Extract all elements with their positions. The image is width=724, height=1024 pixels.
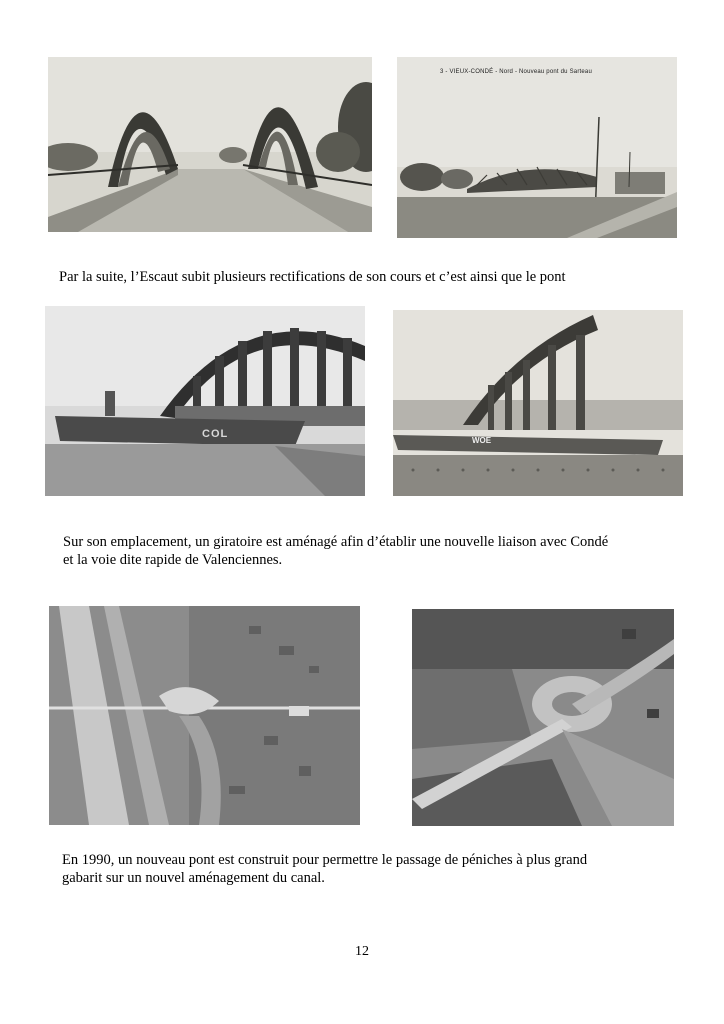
paragraph-2 (63, 533, 608, 569)
paragraph-2-line-2: et la voie dite rapide de Valenciennes. (63, 552, 283, 568)
paragraph-3-line-1: En 1990, un nouveau pont est construit pour permettre le passage de péniches à plus grand (62, 852, 588, 868)
barge-mark-right: WOE (472, 436, 492, 445)
photo-arch-bridge-road (48, 57, 372, 232)
paragraph-1-text: Par la suite, l’Escaut subit plusieurs rectifications de son cours et c’est ainsi que le pont (59, 269, 566, 285)
photo-barge-under-arch-right (393, 310, 683, 496)
paragraph-3 (62, 851, 587, 887)
paragraph-3-line-2: gabarit sur un nouvel aménagement du canal. (62, 870, 325, 886)
postcard-caption: 3 - VIEUX-CONDÉ - Nord - Nouveau pont du Sarteau (440, 69, 592, 75)
paragraph-1 (59, 268, 566, 286)
photo-postcard-truss-bridge (397, 57, 677, 238)
page-number: 12 (355, 944, 369, 959)
barge-mark-left: COL (202, 428, 229, 440)
paragraph-2-line-1: Sur son emplacement, un giratoire est aménagé afin d’établir une nouvelle liaison avec Condé (63, 534, 609, 550)
photo-aerial-bridge-right (412, 609, 674, 826)
photo-aerial-canal-left (49, 606, 360, 825)
photo-barge-under-arch-left (45, 306, 365, 496)
